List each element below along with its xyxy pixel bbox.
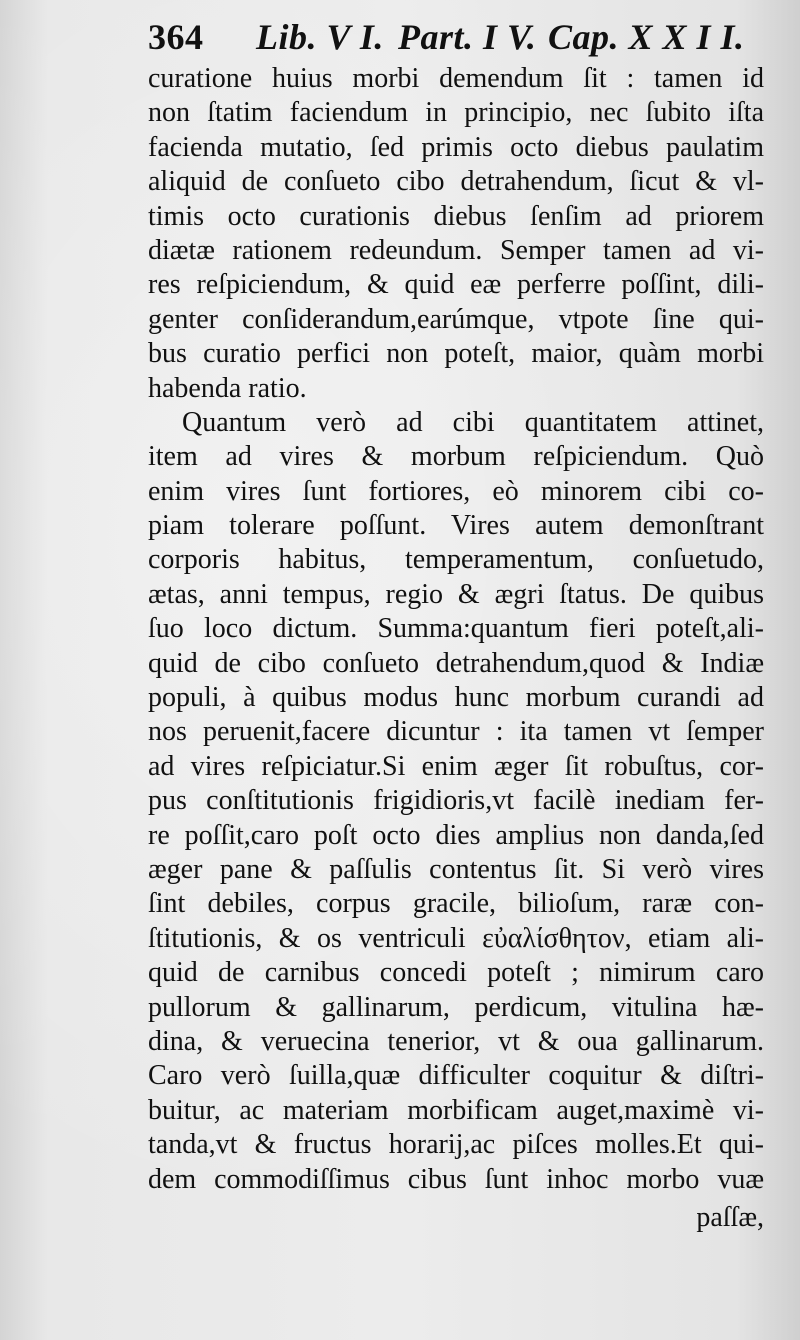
text-line: quid de cibo conſueto detrahendum,quod & Indiæ — [148, 647, 764, 679]
text-line: enim vires ſunt fortiores, eò minorem cibi co- — [148, 475, 764, 507]
paragraph-start-line: Quantum verò ad cibi quantitatem attinet, — [182, 406, 764, 438]
text-line: timis octo curationis diebus ſenſim ad priorem — [148, 200, 764, 232]
page-number: 364 — [148, 17, 204, 57]
text-line: dem commodiſſimus cibus ſunt inhoc morbo vuæ — [148, 1163, 764, 1195]
text-line: quid de carnibus concedi poteſt ; nimirum caro — [148, 957, 764, 989]
text-line: dina, & veruecina tenerior, vt & oua gallinarum. — [148, 1025, 764, 1057]
text-line: piam tolerare poſſunt. Vires autem demonſtrant — [148, 510, 764, 542]
text-line: æger pane & paſſulis contentus ſit. Si verò vires — [148, 853, 764, 885]
text-line: bus curatio perfici non poteſt, maior, quàm morbi — [148, 338, 764, 370]
text-line: habenda ratio. — [148, 372, 307, 404]
text-line: ætas, anni tempus, regio & ægri ſtatus. De quibus — [148, 578, 764, 610]
text-line: Caro verò ſuilla,quæ difficulter coquitur & diſtri- — [148, 1060, 764, 1092]
text-line: pus conſtitutionis frigidioris,vt facilè inediam fer- — [148, 785, 764, 817]
text-line: facienda mutatio, ſed primis octo diebus paulatim — [148, 131, 764, 163]
body-text — [148, 62, 764, 1235]
text-line: tanda,vt & fructus horarij,ac piſces molles.Et qui- — [148, 1129, 764, 1161]
text-line: nos peruenit,facere dicuntur : ita tamen vt ſemper — [148, 716, 764, 748]
text-line: re poſſit,caro poſt octo dies amplius non danda,ſed — [148, 819, 764, 851]
running-header — [148, 16, 768, 60]
text-line: non ſtatim faciendum in principio, nec ſubito iſta — [148, 97, 764, 129]
text-line: corporis habitus, temperamentum, conſuetudo, — [148, 544, 764, 576]
text-line: buitur, ac materiam morbificam auget,maximè vi- — [148, 1094, 764, 1126]
text-line: ſtitutionis, & os ventriculi εὐαλίσθητον, etiam ali- — [148, 922, 764, 954]
text-line: ſint debiles, corpus gracile, bilioſum, raræ con- — [148, 888, 764, 920]
text-line: diætæ rationem redeundum. Semper tamen ad vi- — [148, 234, 764, 266]
header-pars: Part. I V. — [398, 17, 537, 57]
text-line: ad vires reſpiciatur.Si enim æger ſit robuſtus, cor- — [148, 750, 764, 782]
catchword: paſſæ, — [696, 1201, 764, 1233]
header-liber: Lib. V I. — [256, 17, 384, 57]
text-line: populi, à quibus modus hunc morbum curandi ad — [148, 682, 764, 714]
header-caput: Cap. X X I I. — [548, 17, 745, 57]
text-line: ſuo loco dictum. Summa:quantum fieri poteſt,ali- — [148, 613, 764, 645]
text-line: genter conſiderandum,earúmque, vtpote ſine qui- — [148, 303, 764, 335]
text-line: pullorum & gallinarum, perdicum, vitulina hæ- — [148, 991, 764, 1023]
text-line: item ad vires & morbum reſpiciendum. Quò — [148, 441, 764, 473]
text-line: res reſpiciendum, & quid eæ perferre poſſint, dili- — [148, 269, 764, 301]
text-line: aliquid de conſueto cibo detrahendum, ſicut & vl- — [148, 166, 764, 198]
text-line: curatione huius morbi demendum ſit : tamen id — [148, 63, 764, 94]
